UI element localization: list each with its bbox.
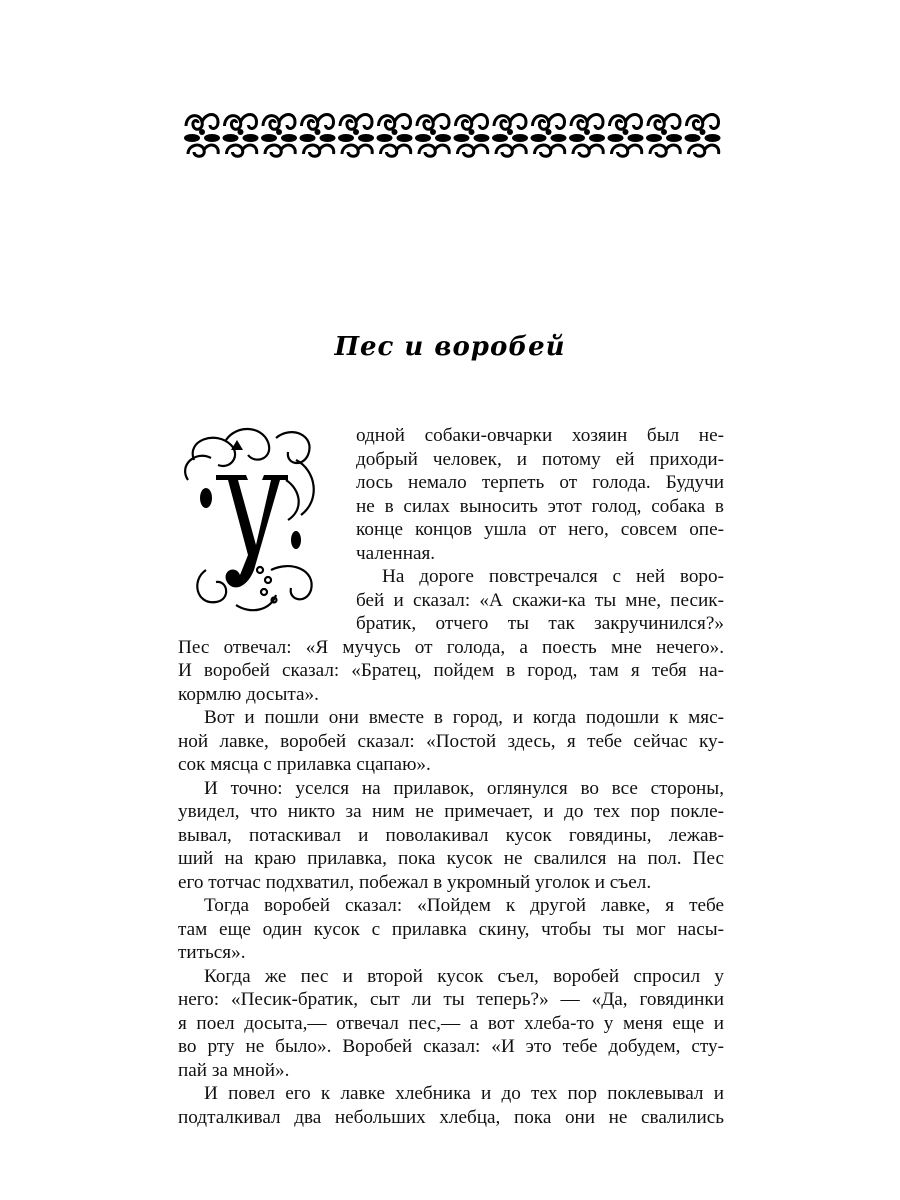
text-line: сок мясца с прилавка сцапаю». <box>178 754 431 775</box>
text-line: одной собаки-овчарки хозяин был не- <box>356 425 724 446</box>
text-line: вывал, потаскивал и поволакивал кусок говядины, лежав- <box>178 824 724 846</box>
text-line: увидел, что никто за ним не примечает, и до тех пор покле- <box>178 801 724 822</box>
text-line: ной лавке, воробей сказал: «Постой здесь, я тебе сейчас ку- <box>178 730 724 752</box>
ornament-unit <box>608 115 644 157</box>
text-line: его тотчас подхватил, побежал в укромный уголок и съел. <box>178 871 652 893</box>
ornament-unit <box>184 115 220 157</box>
ornament-unit <box>223 115 259 157</box>
text-line: Пес отвечал: «Я мучусь от голода, а поесть мне нечего». <box>178 636 724 658</box>
text-line: во рту не было». Воробей сказал: «И это тебе добудем, сту- <box>178 1036 724 1057</box>
text-line: И воробей сказал: «Братец, пойдем в город, там я тебя на- <box>178 660 724 681</box>
text-line: подталкивал два небольших хлебца, пока они не свалились <box>178 1106 724 1128</box>
ornament-unit <box>261 115 297 157</box>
story-title: Пес и воробей <box>334 332 566 362</box>
text-line: И точно: уселся на прилавок, оглянулся во все стороны, <box>204 777 724 799</box>
dropcap-letter: У <box>242 545 243 546</box>
text-line: титься». <box>178 942 246 963</box>
text-line: Когда же пес и второй кусок съел, воробей спросил у <box>204 965 724 987</box>
ornament-unit <box>454 115 490 157</box>
header-ornament <box>180 108 722 160</box>
text-line: добрый человек, и потому ей приходи- <box>356 448 724 470</box>
ornament-unit <box>569 115 605 157</box>
text-line: Вот и пошли они вместе в город, и когда подошли к мяс- <box>204 707 724 728</box>
text-line: На дороге повстречался с ней воро- <box>382 566 724 587</box>
text-line: там еще один кусок с прилавка скину, чтобы ты мог насы- <box>178 918 724 940</box>
text-line: ший на краю прилавка, пока кусок не свалился на пол. Пес <box>178 848 724 869</box>
text-line: чаленная. <box>356 542 436 564</box>
text-line: я поел досыта,— отвечал пес,— а вот хлеба-то у меня еще и <box>178 1012 724 1034</box>
text-line: кормлю досыта». <box>178 683 319 705</box>
text-line: не в силах выносить этот голод, собака в <box>356 495 724 517</box>
ornament-unit <box>685 115 721 157</box>
ornament-unit <box>338 115 374 157</box>
ornament-unit <box>531 115 567 157</box>
text-line: конце концов ушла от него, совсем опе- <box>356 519 724 540</box>
text-line: него: «Песик-братик, сыт ли ты теперь?» — «Да, говядинки <box>178 989 724 1010</box>
ornament-unit <box>377 115 413 157</box>
story-body <box>178 424 724 1129</box>
ornament-unit <box>492 115 528 157</box>
text-line: лось немало терпеть от голода. Будучи <box>356 472 724 493</box>
ornament-unit <box>300 115 336 157</box>
text-line: братик, отчего ты так закручинился?» <box>356 613 724 634</box>
text-line: И повел его к лавке хлебника и до тех пор поклевывал и <box>204 1083 724 1104</box>
text-line: Тогда воробей сказал: «Пойдем к другой лавке, я тебе <box>204 895 724 916</box>
text-line: бей и сказал: «А скажи-ка ты мне, песик- <box>356 589 724 611</box>
text-line: пай за мной». <box>178 1059 290 1081</box>
ornament-unit <box>415 115 451 157</box>
ornament-unit <box>646 115 682 157</box>
